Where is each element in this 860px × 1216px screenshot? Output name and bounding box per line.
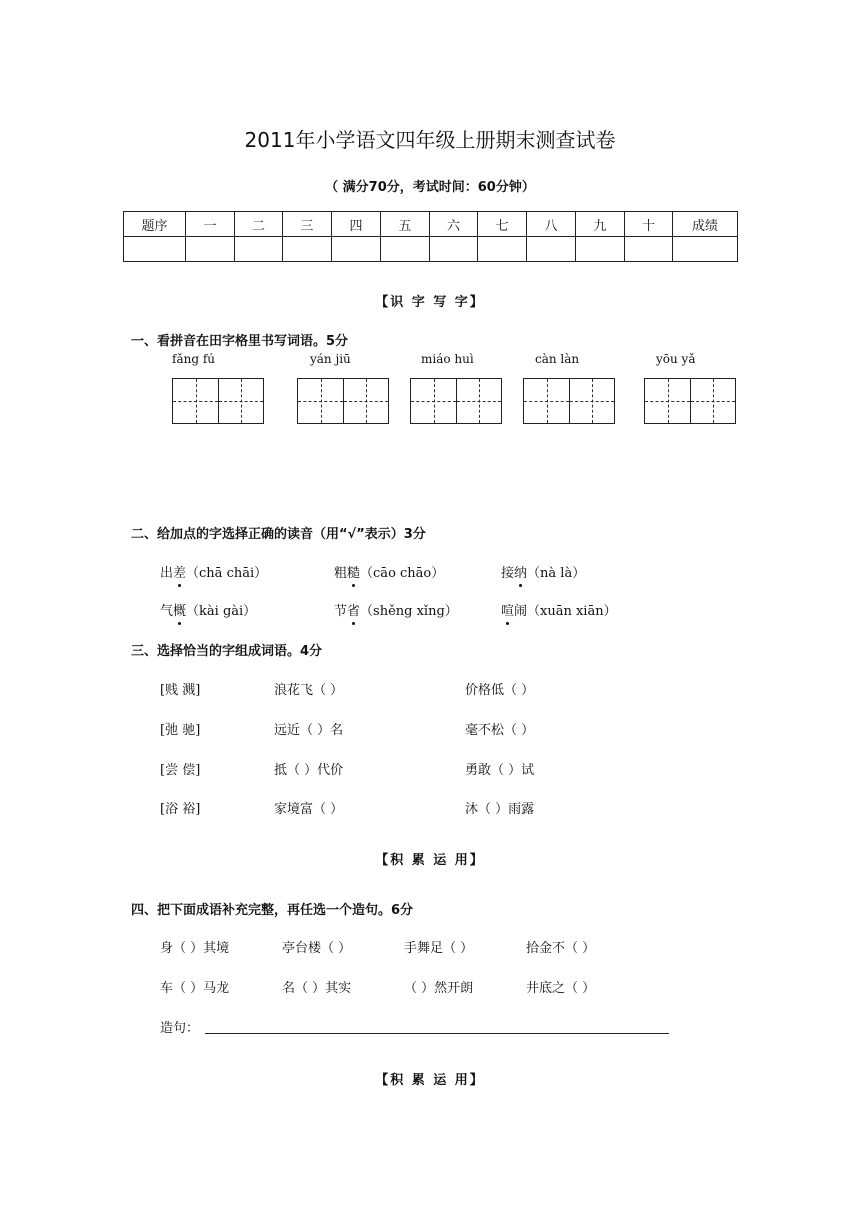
question-4-title: 四、把下面成语补充完整，再任选一个造句。6分: [131, 903, 414, 918]
header-cell: 三: [283, 212, 332, 237]
word-blank[interactable]: 浪花飞（ ）: [274, 683, 344, 698]
header-cell: 十: [625, 212, 673, 237]
dotted-character: 省: [347, 600, 360, 619]
question-3-title: 三、选择恰当的字组成词语。4分: [131, 644, 323, 659]
score-table-score-row: [124, 237, 738, 262]
word-blank[interactable]: 抵（ ）代价: [274, 763, 344, 778]
item-text: 粗: [334, 566, 348, 581]
header-cell: 八: [527, 212, 576, 237]
char-pair: [贱 溅]: [160, 683, 201, 698]
word-blank[interactable]: 价格低（ ）: [465, 683, 535, 698]
score-cell[interactable]: [673, 237, 738, 262]
tianzige-grid[interactable]: [523, 378, 615, 424]
dotted-character: 纳: [514, 562, 527, 581]
reading-item[interactable]: [334, 600, 458, 619]
item-text: 气: [160, 604, 174, 619]
sentence-label: 造句：: [160, 1021, 200, 1036]
tianzige-grid[interactable]: [410, 378, 502, 424]
header-cell: 六: [430, 212, 478, 237]
dotted-character: 差: [173, 562, 186, 581]
reading-options: （shěng xǐng）: [360, 604, 458, 619]
score-cell[interactable]: [381, 237, 430, 262]
score-cell[interactable]: [186, 237, 235, 262]
section-heading-accumulation: 【积 累 运 用】: [375, 853, 485, 868]
idiom-blank[interactable]: 亭台楼（ ）: [282, 941, 352, 956]
question-1-title: 一、看拼音在田字格里书写词语。5分: [131, 334, 349, 349]
section-heading-accumulation-2: 【积 累 运 用】: [375, 1073, 485, 1088]
reading-item[interactable]: [501, 600, 617, 619]
reading-options: （cāo chāo）: [360, 566, 445, 581]
char-pair: [浴 裕]: [160, 802, 201, 817]
pinyin-label: miáo huì: [421, 352, 474, 366]
word-blank[interactable]: 毫不松（ ）: [465, 723, 535, 738]
score-cell[interactable]: [576, 237, 625, 262]
pinyin-label: yōu yǎ: [656, 352, 696, 366]
score-cell[interactable]: [527, 237, 576, 262]
reading-options: 闹（xuān xiān）: [514, 604, 617, 619]
idiom-blank[interactable]: 拾金不（ ）: [526, 941, 596, 956]
reading-item[interactable]: [160, 562, 267, 581]
idiom-blank[interactable]: 身（ ）其境: [160, 941, 230, 956]
idiom-blank[interactable]: 车（ ）马龙: [160, 981, 230, 996]
sentence-answer-line[interactable]: [205, 1033, 669, 1034]
header-cell: 二: [235, 212, 283, 237]
header-cell: 五: [381, 212, 430, 237]
score-table: [123, 211, 738, 262]
char-pair: [尝 偿]: [160, 763, 201, 778]
tianzige-grid[interactable]: [297, 378, 389, 424]
header-cell: 成绩: [673, 212, 738, 237]
dotted-character: 喧: [501, 600, 514, 619]
score-table-header-row: [124, 212, 738, 237]
reading-options: （nà là）: [527, 566, 586, 581]
question-2-title: 二、给加点的字选择正确的读音（用“√”表示）3分: [131, 527, 426, 542]
score-cell[interactable]: [124, 237, 186, 262]
section-heading-literacy: 【识 字 写 字】: [375, 295, 485, 310]
reading-item[interactable]: [501, 562, 585, 581]
score-cell[interactable]: [430, 237, 478, 262]
idiom-blank[interactable]: （ ）然开朗: [404, 981, 474, 996]
reading-options: （chā chāi）: [186, 566, 268, 581]
reading-item[interactable]: [334, 562, 444, 581]
score-cell[interactable]: [235, 237, 283, 262]
header-cell: 七: [478, 212, 527, 237]
word-blank[interactable]: 远近（ ）名: [274, 723, 344, 738]
word-blank[interactable]: 勇敢（ ）试: [465, 763, 535, 778]
tianzige-grid[interactable]: [644, 378, 736, 424]
header-cell: 九: [576, 212, 625, 237]
char-pair: [弛 驰]: [160, 723, 201, 738]
idiom-blank[interactable]: 名（ ）其实: [282, 981, 352, 996]
dotted-character: 糙: [347, 562, 360, 581]
header-cell: 四: [332, 212, 381, 237]
page-title: 2011年小学语文四年级上册期末测查试卷: [244, 128, 616, 152]
score-cell[interactable]: [332, 237, 381, 262]
header-cell: 题序: [124, 212, 186, 237]
item-text: 节: [334, 604, 348, 619]
idiom-blank[interactable]: 井底之（ ）: [526, 981, 596, 996]
item-text: 出: [160, 566, 174, 581]
pinyin-label: càn làn: [535, 352, 580, 366]
score-cell[interactable]: [625, 237, 673, 262]
dotted-character: 概: [173, 600, 186, 619]
score-cell[interactable]: [478, 237, 527, 262]
score-cell[interactable]: [283, 237, 332, 262]
header-cell: 一: [186, 212, 235, 237]
reading-options: （kài gài）: [186, 604, 257, 619]
pinyin-label: fǎng fú: [172, 352, 215, 366]
word-blank[interactable]: 家境富（ ）: [274, 802, 344, 817]
word-blank[interactable]: 沐（ ）雨露: [465, 802, 535, 817]
idiom-blank[interactable]: 手舞足（ ）: [404, 941, 474, 956]
reading-item[interactable]: [160, 600, 256, 619]
page-subtitle: （ 满分70分，考试时间：60分钟）: [325, 180, 535, 195]
tianzige-grid[interactable]: [172, 378, 264, 424]
pinyin-label: yán jiū: [310, 352, 351, 366]
item-text: 接: [501, 566, 515, 581]
